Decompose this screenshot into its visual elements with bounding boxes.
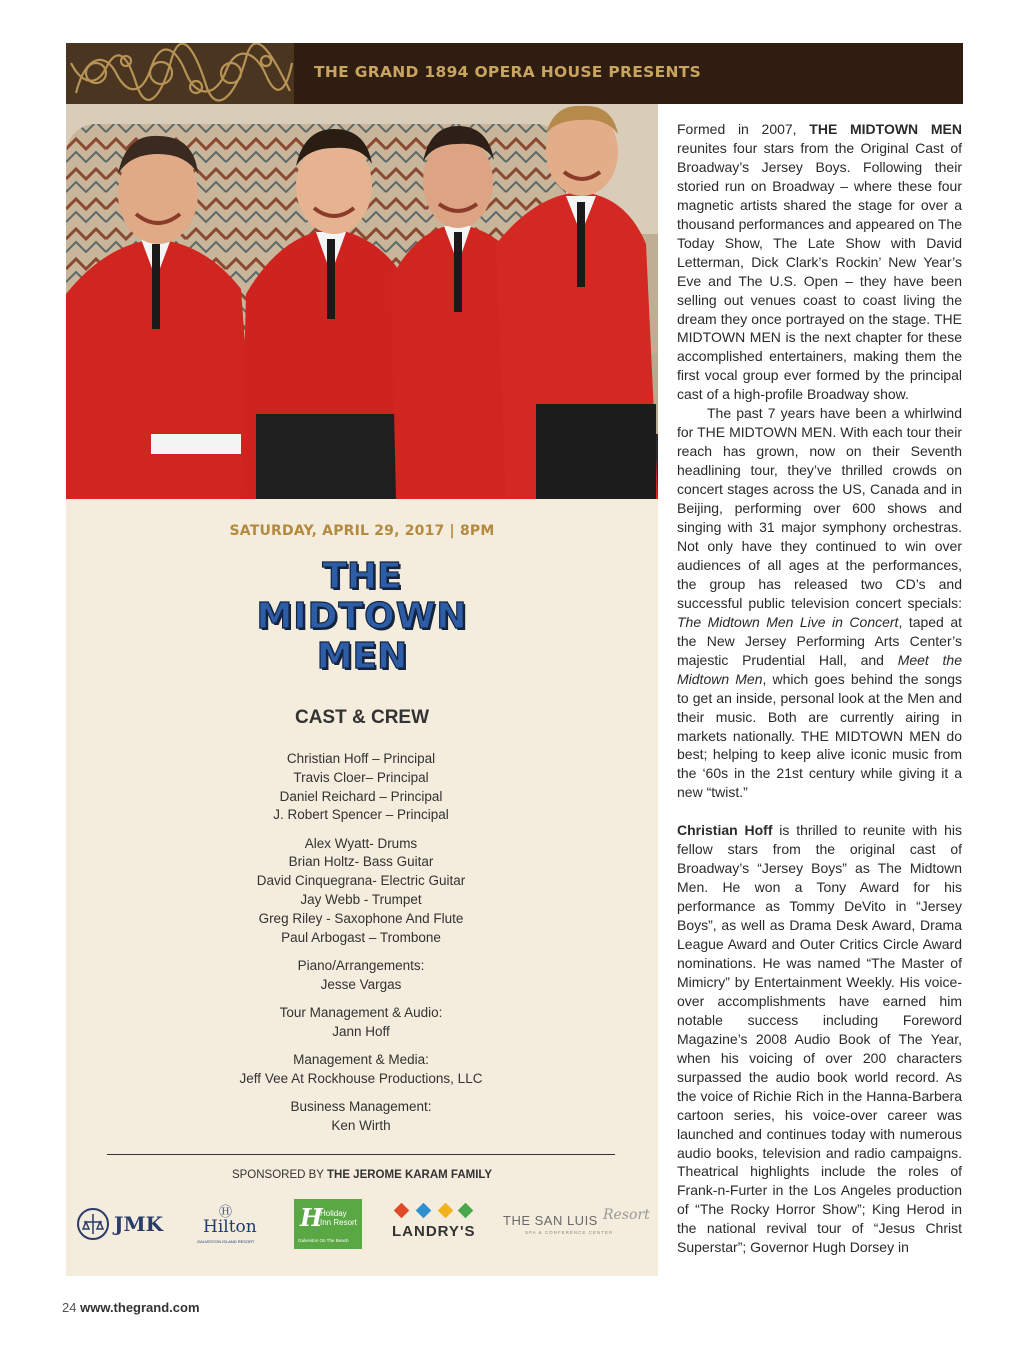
san-luis-logo-text: THE SAN LUIS <box>503 1213 598 1228</box>
ornament-decoration-icon <box>66 43 294 104</box>
credit-line: Jay Webb - Trumpet <box>300 892 422 908</box>
banner-title: THE GRAND 1894 OPERA HOUSE PRESENTS <box>314 63 702 81</box>
hilton-logo-text: Hilton <box>203 1217 257 1237</box>
cast-crew-heading: CAST & CREW <box>294 707 430 728</box>
text-bold: THE MIDTOWN MEN <box>809 121 962 137</box>
holiday-inn-logo-subtext: Galveston On The Beach <box>298 1238 349 1243</box>
san-luis-logo-subtext: SPA & CONFERENCE CENTER <box>525 1230 614 1235</box>
article-paragraph <box>677 120 962 404</box>
landrys-diamonds-icon <box>394 1203 474 1221</box>
sponsor-logos <box>66 1199 658 1249</box>
credit-line: Business Management: <box>290 1099 432 1115</box>
credit-line: Daniel Reichard – Principal <box>279 788 443 804</box>
text-run: , which goes behind the songs to get an inside, personal look at the Men and their music. Both are currently airing in markets nationally. THE MIDTOWN MEN do best; helping to keep alive iconic music from the ‘60s in the 21st century while giving it a new “twist.” <box>677 670 962 801</box>
san-luis-script-text: Resort <box>603 1207 650 1223</box>
show-title-line: MIDTOWN <box>256 596 468 637</box>
text-bold: Christian Hoff <box>677 822 773 839</box>
credit-line: Jesse Vargas <box>320 976 402 992</box>
sponsor-prefix: SPONSORED BY <box>231 1169 324 1181</box>
landrys-logo <box>388 1199 480 1249</box>
credit-group-principals <box>66 750 656 825</box>
paragraph-gap <box>677 802 962 821</box>
credit-group-management <box>66 1051 656 1089</box>
credit-line: Tour Management & Audio: <box>279 1005 443 1021</box>
cast-photo <box>66 104 658 499</box>
sponsor-name: THE JEROME KARAM FAMILY <box>326 1169 493 1181</box>
hilton-logo-subtext: GALVESTON ISLAND RESORT <box>197 1239 255 1244</box>
page-footer <box>62 1300 200 1315</box>
credit-line: Jeff Vee At Rockhouse Productions, LLC <box>239 1070 483 1086</box>
credit-group-business <box>66 1098 656 1136</box>
text-run: , taped at the New Jersey Performing Arts Center’s majestic Prudential Hall, and <box>677 613 962 668</box>
show-title-line: MEN <box>316 636 408 677</box>
text-italic: Meet the Midtown Men <box>677 651 963 687</box>
show-title-logo <box>66 557 658 677</box>
sponsor-line <box>66 1169 658 1181</box>
credit-group-tour <box>66 1004 656 1042</box>
hilton-logo <box>191 1199 271 1249</box>
holiday-inn-logo <box>294 1199 362 1249</box>
divider <box>107 1154 615 1155</box>
credit-line: Greg Riley - Saxophone And Flute <box>258 910 464 926</box>
credit-line: Ken Wirth <box>331 1118 391 1134</box>
event-date: SATURDAY, APRIL 29, 2017 | 8PM <box>229 523 495 539</box>
text-italic: The Midtown Men Live in Concert <box>677 613 899 630</box>
credits-list <box>66 750 656 1145</box>
credit-line: Christian Hoff – Principal <box>286 751 436 766</box>
text-run: The past 7 years have been a whirlwind for THE MIDTOWN MEN. With each tour their reach has grown, now on their Seventh headlining tour, they’ve thrilled crowds on concert stages across the US, Canada and in Beijing, performing over 600 shows and singing with 31 major symphony orchestras. Not only have they continued to win over audiences of all ages at the performances, the group has released two CD’s and successful public television concert specials: <box>677 405 962 611</box>
credit-line: J. Robert Spencer – Principal <box>273 807 449 823</box>
credit-group-band <box>66 835 656 948</box>
header-banner <box>66 43 963 104</box>
san-luis-logo <box>501 1199 651 1249</box>
holiday-inn-logo-text: Holiday Inn Resort <box>320 1209 357 1227</box>
article-paragraph <box>677 404 962 802</box>
credit-line: David Cinquegrana- Electric Guitar <box>256 873 466 889</box>
credit-line: Paul Arbogast – Trombone <box>281 929 441 945</box>
credit-group-piano <box>66 957 656 995</box>
scales-icon <box>76 1204 110 1244</box>
landrys-logo-text: LANDRY'S <box>392 1223 476 1240</box>
text-run: reunites four stars from the Original Cast of Broadway’s Jersey Boys. Following their storied run on Broadway – where these four magnetic artists shared the stage for over a thousand performances and appeared on The Today Show, The Late Show with David Letterman, Dick Clark’s Rockin’ New Year’s Eve and The U.S. Open – they have been selling out venues coast to coast living the dream they once portrayed on the stage. THE MIDTOWN MEN is the next chapter for these accomplished entertainers, making them the first vocal group ever formed by the principal cast of a high-profile Broadway show. <box>677 139 962 403</box>
event-poster <box>66 499 658 1276</box>
text-run: is thrilled to reunite with his fellow stars from the original cast of Broadway’s “Jersey Boys” as The Midtown Men. He won a Tony Award for his performance as Tommy DeVito in “Jersey Boys”, as well as Drama Desk Award, Drama League Award and Outer Critics Circle Award nominations. He was named “The Master of Mimicry” by Entertainment Weekly. His voice-over accomplishments have earned him notable success including Foreword Magazine’s 2008 Audio Book of The Year, when his voicing of over 200 characters surpassed the audio book world record. As the voice of Richie Rich in the Hanna-Barbera cartoon series, his voice-over career was launched and continues today with numerous audio books, television and radio campaigns. Theatrical highlights include the roles of Frank-n-Furter in the Los Angeles production of “The Rocky Horror Show”; King Herod in the national revival tour of “Jesus Christ Superstar”; Governor Hugh Dorsey in <box>677 822 962 1256</box>
article-paragraph <box>677 821 962 1257</box>
hilton-h-icon: Ⓗ <box>219 1205 233 1220</box>
show-title-line: THE <box>322 556 402 597</box>
credit-line: Alex Wyatt- Drums <box>304 835 418 851</box>
credit-line: Piano/Arrangements: <box>297 957 425 973</box>
credit-line: Management & Media: <box>293 1052 429 1068</box>
footer-url: www.thegrand.com <box>80 1300 200 1315</box>
article-column <box>677 120 962 1257</box>
holiday-inn-h-icon: H <box>300 1203 323 1232</box>
page-number: 24 <box>62 1300 77 1315</box>
jmk-logo-text: JMK <box>114 1212 163 1236</box>
text-run: Formed in 2007, <box>677 121 810 137</box>
jmk-logo <box>76 1199 166 1249</box>
credit-line: Brian Holtz- Bass Guitar <box>288 854 434 870</box>
credit-line: Jann Hoff <box>332 1023 390 1039</box>
credit-line: Travis Cloer– Principal <box>293 769 429 785</box>
